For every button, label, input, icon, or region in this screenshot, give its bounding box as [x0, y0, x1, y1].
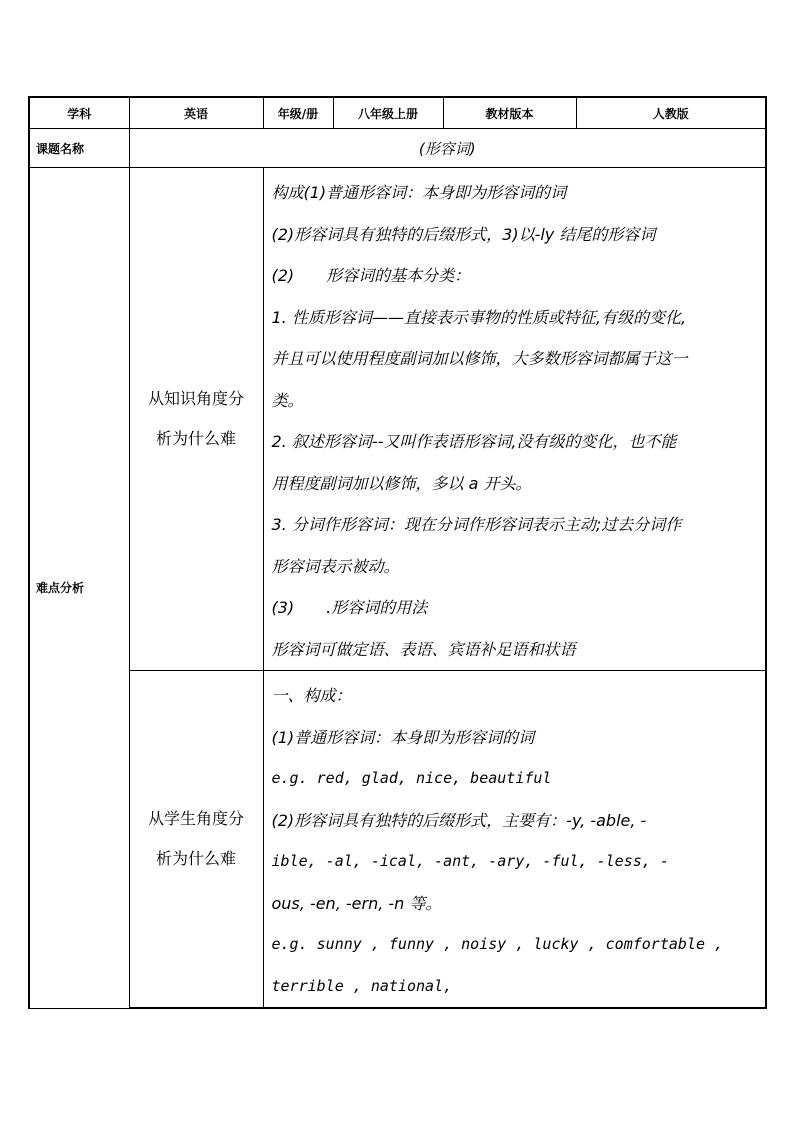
knowledge-line: (3) .形容词的用法	[271, 598, 428, 617]
student-label-line2: 析为什么难	[155, 849, 236, 868]
topic-label: 课题名称	[29, 129, 129, 168]
knowledge-line: 3. 分词作形容词：现在分词作形容词表示主动;过去分词作	[271, 515, 682, 534]
knowledge-line: 并且可以使用程度副词加以修饰，大多数形容词都属于这一	[271, 349, 688, 368]
knowledge-line: 类。	[271, 390, 304, 410]
knowledge-line: (2) 形容词的基本分类：	[271, 266, 471, 285]
knowledge-angle-label	[129, 168, 263, 671]
grade-label: 年级/册	[263, 97, 333, 129]
knowledge-line: 构成(1)普通形容词：本身即为形容词的词	[271, 183, 567, 202]
edition-value: 人教版	[576, 97, 766, 129]
knowledge-label-line2: 析为什么难	[155, 429, 236, 448]
topic-value: (形容词)	[129, 129, 766, 168]
difficulty-label: 难点分析	[29, 168, 129, 1009]
student-line: (2)形容词具有独特的后缀形式，主要有：-y, -able, -	[271, 810, 647, 830]
student-line: ible, -al, -ical, -ant, -ary, -ful, -less, -	[271, 852, 669, 870]
lesson-table	[28, 96, 767, 1009]
edition-label: 教材版本	[443, 97, 576, 129]
student-line: ous, -en, -ern, -n 等。	[271, 893, 442, 913]
student-angle-label	[129, 671, 263, 1009]
knowledge-line: 1. 性质形容词——直接表示事物的性质或特征,有级的变化,	[271, 307, 687, 327]
knowledge-line: 2. 叙述形容词--又叫作表语形容词,没有级的变化，也不能	[271, 432, 677, 451]
student-line: 一、构成：	[271, 686, 352, 705]
student-label-line1: 从学生角度分	[147, 809, 244, 828]
student-line: e.g. red, glad, nice, beautiful	[271, 769, 552, 787]
student-line: terrible , national,	[271, 976, 453, 995]
knowledge-line: 形容词表示被动。	[271, 556, 400, 576]
knowledge-line: 用程度副词加以修饰，多以 a 开头。	[271, 473, 532, 493]
knowledge-label-line1: 从知识角度分	[147, 389, 244, 408]
knowledge-analysis	[263, 168, 766, 671]
grade-value: 八年级上册	[333, 97, 443, 129]
subject-label: 学科	[29, 97, 129, 129]
knowledge-line: (2)形容词具有独特的后缀形式，3)以-ly 结尾的形容词	[271, 224, 656, 244]
student-line: (1)普通形容词：本身即为形容词的词	[271, 727, 535, 747]
student-line: e.g. sunny , funny , noisy , lucky , comfortable ,	[271, 935, 724, 953]
subject-value: 英语	[129, 97, 263, 129]
student-analysis	[263, 671, 766, 1009]
knowledge-line: 形容词可做定语、表语、宾语补足语和状语	[271, 639, 576, 659]
